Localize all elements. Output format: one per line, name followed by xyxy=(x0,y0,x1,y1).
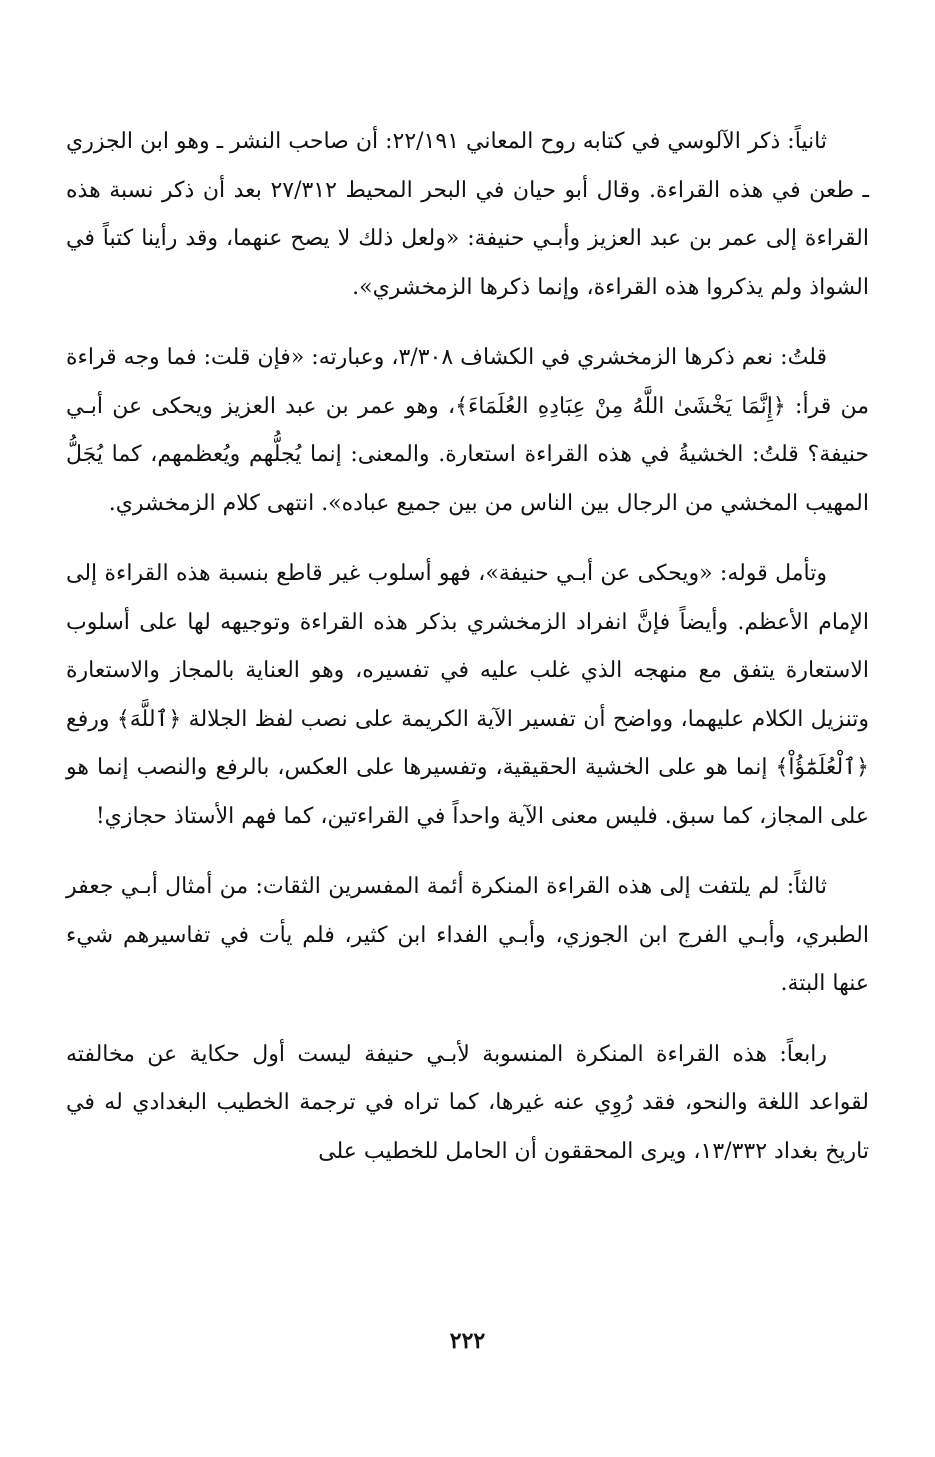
paragraph-fourthly: رابعاً: هذه القراءة المنكرة المنسوبة لأبـي حنيفة ليست أول حكاية عن مخالفته لقواعد اللغة والنحو، فقد رُوِي عنه غيرها، كما تراه في ترجمة الخطيب البغدادي له في تاريخ بغداد ١٣/٣٣٢، ويرى المحققون أن الحامل للخطيب على xyxy=(66,1041,869,1164)
page-number: ٢٢٢ xyxy=(449,1328,486,1354)
paragraph-thirdly: ثالثاً: لم يلتفت إلى هذه القراءة المنكرة أئمة المفسرين الثقات: من أمثال أبـي جعفر الطبري، وأبـي الفرج ابن الجوزي، وأبـي الفداء ابن كثير، فلم يأت في تفاسيرهم شيء عنها البتة. xyxy=(66,874,869,996)
paragraph-i-said: قلتُ: نعم ذكرها الزمخشري في الكشاف ٣/٣٠٨، وعبارته: «فإن قلت: فما وجه قراءة من قرأ: ﴿إِنَّمَا يَخْشَىٰ اللَّهُ مِنْ عِبَادِهِ العُلَمَاءَ﴾، وهو عمر بن عبد العزيز ويحكى عن أبـي حنيفة؟ قلتُ: الخشيةُ في هذه القراءة استعارة. والمعنى: إنما يُجلُّهم ويُعظمهم، كما يُجَلُّ المهيب المخشي من الرجال بين الناس من بين جميع عباده». انتهى كلام الزمخشري. xyxy=(66,345,869,516)
paragraph-secondly: ثانياً: ذكر الآلوسي في كتابه روح المعاني ٢٢/١٩١: أن صاحب النشر ـ وهو ابن الجزري ـ طعن في هذه القراءة. وقال أبو حيان في البحر المحيط ٢٧/٣١٢ بعد أن ذكر نسبة هذه القراءة إلى عمر بن عبد العزيز وأبـي حنيفة: «ولعل ذلك لا يصح عنهما، وقد رأينا كتباً في الشواذ ولم يذكروا هذه القراءة، وإنما ذكرها الزمخشري». xyxy=(66,129,869,300)
book-page-body xyxy=(66,118,869,1176)
paragraph-consider: وتأمل قوله: «ويحكى عن أبـي حنيفة»، فهو أسلوب غير قاطع بنسبة هذه القراءة إلى الإمام الأعظم. وأيضاً فإنَّ انفراد الزمخشري بذكر هذه القراءة وتوجيهه لها على أسلوب الاستعارة يتفق مع منهجه الذي غلب عليه في تفسيره، وهو العناية بالمجاز والاستعارة وتنزيل الكلام عليهما، وواضح أن تفسير الآية الكريمة على نصب لفظ الجلالة ﴿ٱللَّهَ﴾ ورفع ﴿ٱلْعُلَمَٰٓؤُاْ﴾ إنما هو على الخشية الحقيقية، وتفسيرها على العكس، بالرفع والنصب إنما هو على المجاز، كما سبق. فليس معنى الآية واحداً في القراءتين، كما فهم الأستاذ حجازي! xyxy=(66,561,869,829)
